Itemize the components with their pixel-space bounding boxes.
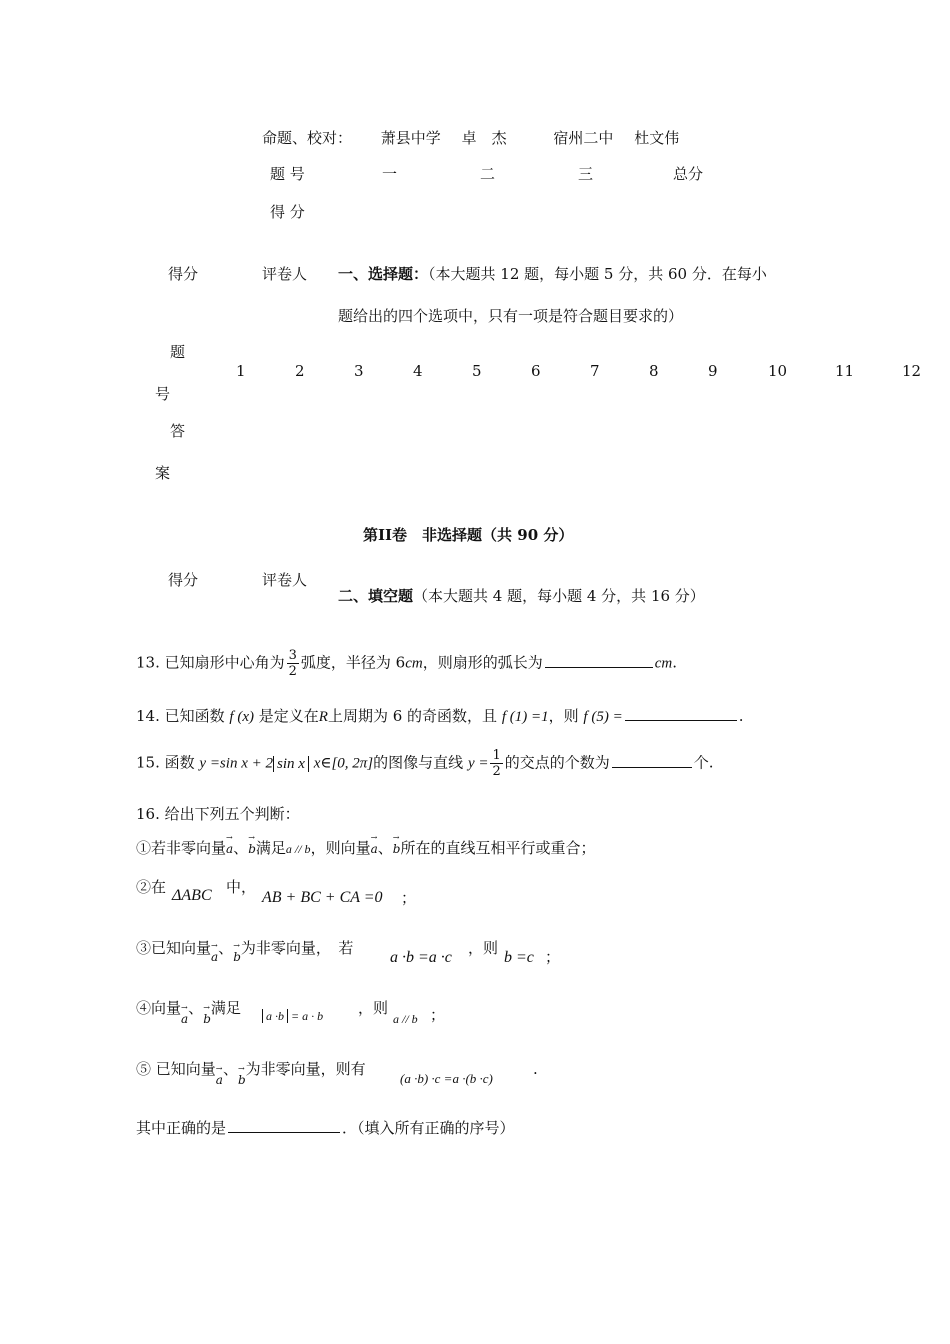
answer-num-12: 12 <box>902 362 922 380</box>
section2-heading <box>338 585 705 606</box>
q14-answer-blank[interactable] <box>625 706 737 721</box>
q15-num: 1 <box>492 748 501 763</box>
author1-school: 萧县中学 <box>380 129 441 147</box>
s1-vec-a2: → a <box>371 842 378 856</box>
s5-vec-b: → b <box>238 1073 246 1087</box>
final-text-b: ．（填入所有正确的序号） <box>342 1119 515 1137</box>
q14-R: R <box>318 709 328 725</box>
author2-school: 宿州二中 <box>553 129 614 147</box>
q14-text-d: ，则 <box>548 707 579 725</box>
s2-text-c: ； <box>401 889 417 907</box>
q16-statement-3 <box>136 937 354 964</box>
q16-statement-4 <box>136 997 241 1026</box>
answer-num-3: 3 <box>354 362 364 380</box>
s3-text-b: 为非零向量， 若 <box>240 939 354 957</box>
answer-num-9: 9 <box>708 362 718 380</box>
q13-den: 2 <box>288 664 297 679</box>
section1-title: 一、选择题： <box>338 265 429 283</box>
q14-text-e: . <box>738 707 744 725</box>
s5-text-a: ⑤ 已知向量 <box>136 1060 216 1078</box>
answer-num-4: 4 <box>413 362 423 380</box>
s5-equation: (a ·b) ·c =a ·(b ·c) <box>400 1071 493 1086</box>
question-15 <box>136 748 714 779</box>
s4-eq-left: a ·b <box>262 1009 288 1023</box>
answer-num-10: 10 <box>768 362 788 380</box>
q14-text-a: 14. 已知函数 <box>136 707 225 725</box>
s1-text-a: ①若非零向量 <box>136 839 227 857</box>
q13-text-c: ，则扇形的弧长为 <box>422 653 543 672</box>
q13-answer-blank[interactable] <box>545 653 653 668</box>
q14-text-b: 是定义在 <box>258 707 319 725</box>
author1-name: 卓 杰 <box>461 129 507 147</box>
grader-score-label-2: 得分 <box>168 571 199 589</box>
final-answer-blank[interactable] <box>228 1118 340 1133</box>
grader-person-label-2: 评卷人 <box>262 571 308 589</box>
score-header-total: 总分 <box>673 165 704 183</box>
q16-statement-5 <box>136 1058 366 1087</box>
score-row-label: 得 分 <box>270 203 305 221</box>
q14-fx: f (x) <box>229 709 254 725</box>
s3-text-c: ，则 <box>468 939 499 957</box>
q16-statement-2 <box>136 876 166 897</box>
s4-text-c: ，则 <box>358 999 389 1017</box>
answer-line <box>136 1117 515 1138</box>
q15-text-b: 的图像与直线 <box>373 753 464 772</box>
q14-text-c: 上周期为 6 的奇函数，且 <box>327 707 498 725</box>
s1-sep2: 、 <box>377 839 393 857</box>
s1-vec-b: → b <box>248 842 256 856</box>
score-header-part2: 二 <box>480 165 496 183</box>
section1-desc-2: 题给出的四个选项中，只有一项是符合题目要求的） <box>338 307 684 325</box>
s4-rel: a // b <box>393 1012 418 1026</box>
answer-num-1: 1 <box>236 362 246 380</box>
q13-text-d: . <box>672 653 678 672</box>
s3-sep: 、 <box>218 939 234 957</box>
answer-num-2: 2 <box>295 362 305 380</box>
s4-vec-b: → b <box>203 1012 211 1026</box>
s3-vec-b: → b <box>233 950 241 964</box>
q13-text-b: 弧度，半径为 6 <box>300 653 406 672</box>
question-13 <box>136 648 677 679</box>
s4-text-b: 满足 <box>210 999 241 1017</box>
q13-unit1: cm <box>405 655 423 672</box>
s5-sep: 、 <box>222 1060 238 1078</box>
q15-text-a: 15. 函数 <box>136 753 195 772</box>
s1-text-b: 满足 <box>255 839 286 857</box>
author2-name: 杜文伟 <box>634 129 680 147</box>
s3-text-a: ③已知向量 <box>136 939 212 957</box>
s4-text-d: ； <box>430 1006 446 1024</box>
section2-title: 二、填空题 <box>338 587 414 605</box>
authors-line <box>262 127 679 148</box>
s4-eq-right: = a · b <box>291 1009 324 1023</box>
s3-text-d: ； <box>545 948 561 966</box>
s4-sep: 、 <box>188 999 204 1017</box>
s5-text-b: 为非零向量，则有 <box>245 1060 366 1078</box>
answer-num-7: 7 <box>590 362 600 380</box>
s4-vec-a: → a <box>181 1012 188 1026</box>
grader-score-label: 得分 <box>168 265 199 283</box>
authors-label: 命题、校对： <box>262 129 353 147</box>
q13-fraction <box>287 648 299 679</box>
q14-f5: f (5) = <box>583 709 623 725</box>
s2-text-a: ②在 <box>136 878 167 896</box>
q16-intro: 16. 给出下列五个判断： <box>136 805 300 823</box>
answer-num-11: 11 <box>835 362 855 380</box>
q15-expr: y =sin x + 2 <box>199 755 273 772</box>
q15-den: 2 <box>492 764 501 779</box>
s3-vec-a: → a <box>211 950 218 964</box>
s1-vec-b2: → b <box>393 842 401 856</box>
question-14 <box>136 705 743 726</box>
answer-table-label-hao: 号 <box>155 385 171 403</box>
s1-text-c: ，则向量 <box>310 839 371 857</box>
q15-domain: x∈[0, 2π] <box>313 755 374 772</box>
final-text-a: 其中正确的是 <box>136 1119 227 1137</box>
answer-num-8: 8 <box>649 362 659 380</box>
q15-y: y = <box>467 755 489 772</box>
q15-answer-blank[interactable] <box>612 753 692 768</box>
part2-title: 第II卷 非选择题（共 90 分） <box>363 526 574 544</box>
section1-desc-1: （本大题共 12 题，每小题 5 分，共 60 分．在每小 <box>428 265 767 283</box>
s2-equation: AB + BC + CA =0 <box>262 889 383 906</box>
s3-equation-2: b =c <box>504 949 534 966</box>
score-header-number: 题 号 <box>270 165 305 183</box>
s4-equation <box>262 1009 323 1024</box>
s5-text-c: . <box>533 1060 538 1078</box>
section2-desc: （本大题共 4 题，每小题 4 分，共 16 分） <box>413 587 705 605</box>
answer-table-label-da: 答 <box>170 422 186 440</box>
q16-statement-1 <box>136 837 595 858</box>
score-header-part3: 三 <box>578 165 594 183</box>
s2-text-b: 中， <box>226 878 257 896</box>
s1-text-d: 所在的直线互相平行或重合； <box>400 839 596 857</box>
s1-sep: 、 <box>233 839 249 857</box>
q13-num: 3 <box>288 648 297 663</box>
score-header-part1: 一 <box>382 165 398 183</box>
q13-unit2: cm <box>654 655 673 672</box>
q15-text-c: 的交点的个数为 <box>504 753 610 772</box>
s5-vec-a: → a <box>216 1073 223 1087</box>
s4-text-a: ④向量 <box>136 999 182 1017</box>
q15-text-d: 个. <box>693 753 714 772</box>
s1-vec-a: → a <box>226 842 233 856</box>
q13-text-a: 13. 已知扇形中心角为 <box>136 653 285 672</box>
q15-fraction <box>490 748 502 779</box>
q15-abs: sin x <box>273 756 309 772</box>
answer-num-5: 5 <box>472 362 482 380</box>
section1-heading <box>338 263 767 284</box>
s2-triangle: ΔABC <box>172 887 212 904</box>
s1-rel: a // b <box>285 842 311 856</box>
answer-table-label-an: 案 <box>155 464 171 482</box>
q14-f1: f (1) =1 <box>501 709 549 725</box>
answer-num-6: 6 <box>531 362 541 380</box>
grader-person-label: 评卷人 <box>262 265 308 283</box>
s3-equation-1: a ·b =a ·c <box>390 949 452 966</box>
answer-table-label-ti: 题 <box>170 343 186 361</box>
